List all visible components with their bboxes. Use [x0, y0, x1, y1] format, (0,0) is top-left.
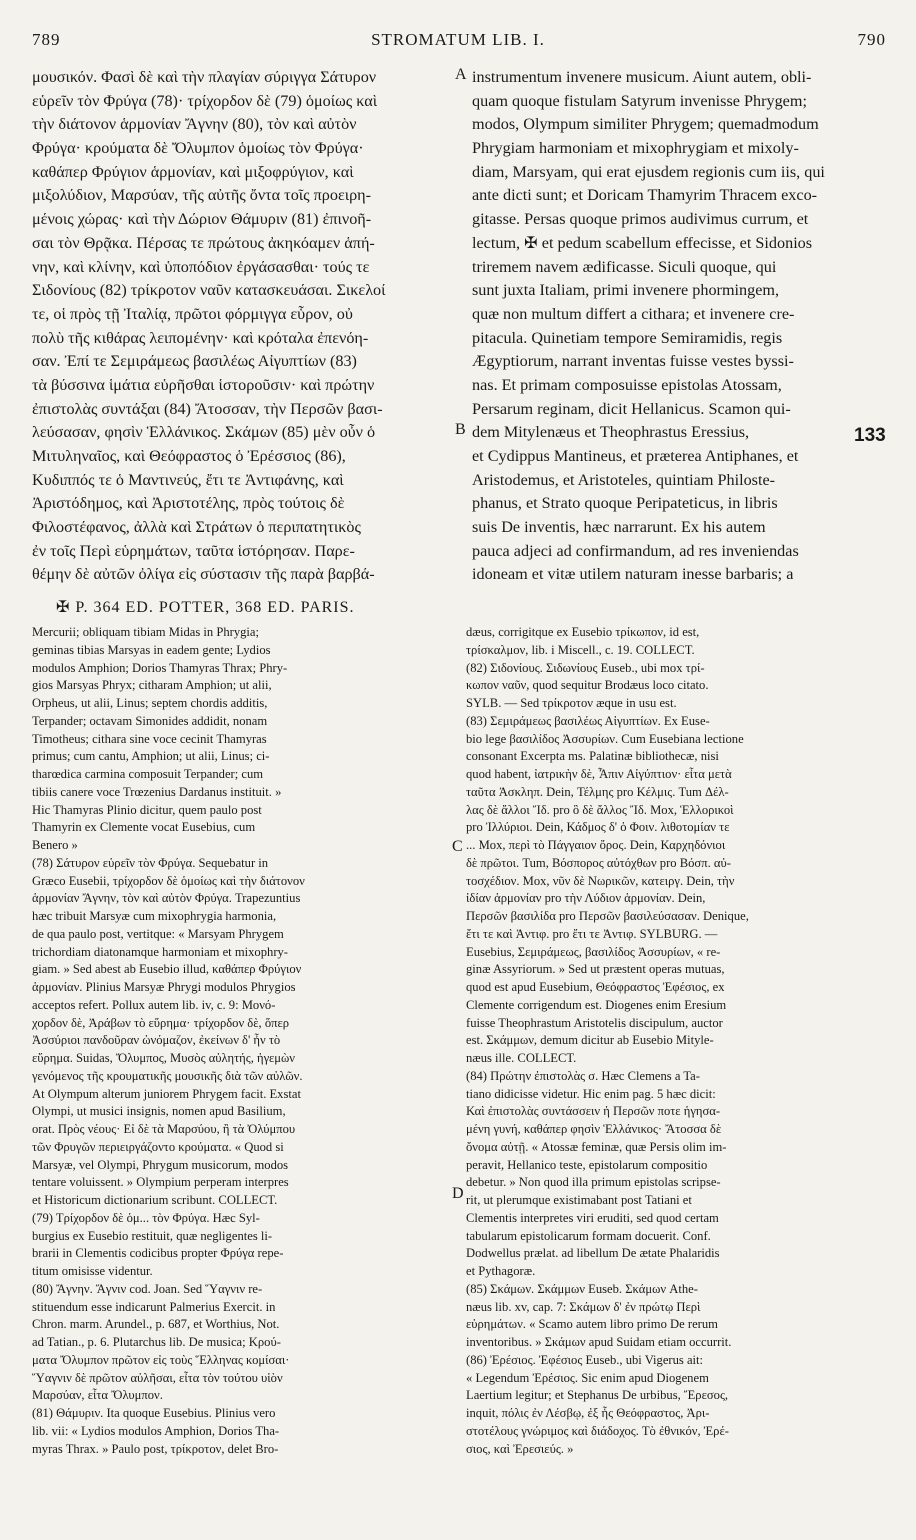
latin-line: pitacula. Quinetiam tempore Semiramidis, regis	[472, 328, 783, 347]
greek-line: Ἀριστόδημος, καὶ Ἀριστοτέλης, πρὸς τούτοις δὲ	[32, 494, 345, 513]
greek-line: ἐν τοῖς Περὶ εὑρημάτων, ταῦτα ἱστόρησαν. Παρε-	[32, 541, 355, 560]
note-line: tiano didicisse videtur. Hic enim pag. 5 hæc dicit:	[466, 1086, 716, 1101]
latin-line: nas. Et primam composuisse epistolas Atossam,	[472, 375, 782, 394]
latin-line: sunt juxta Italiam, primi invenere phormingem,	[472, 281, 780, 300]
greek-line: ἐπιστολὰς συντάξαι (84) Ἄτοσσαν, τὴν Περσῶν βασι-	[32, 399, 383, 418]
latin-line: phanus, et Strato quoque Peripateticus, in libris	[472, 494, 778, 513]
greek-line: μιξολύδιον, Μαρσύαν, τῆς αὐτῆς ὄντα τοῖς προειρη-	[32, 186, 372, 205]
note-line: (84) Πρώτην ἐπιστολὰς σ. Hæc Clemens a Ta-	[466, 1068, 700, 1083]
note-line: « Legendum Ἐρέσιος. Sic enim apud Diogenem	[466, 1370, 709, 1385]
note-line: ginæ Assyriorum. » Sed ut præstent operas mutuas,	[466, 962, 725, 977]
note-line: tabularum epistolicarum formam docuerit. Conf.	[466, 1228, 711, 1243]
note-line: (80) Ἄγνην. Ἄγνιν cod. Joan. Sed Ὕαγνιν re-	[32, 1281, 263, 1296]
margin-letter-b: B	[455, 421, 466, 438]
note-line: Clemente corrigendum est. Diogenes enim Eresium	[466, 997, 727, 1012]
page-number-left: 789	[32, 30, 61, 49]
note-line: est. Σκάμμων, demum dicitur ab Eusebio Mityle-	[466, 1033, 714, 1048]
greek-line: σαν. Ἐπί τε Σεμιράμεως βασιλέως Αἰγυπτίων (83)	[32, 352, 357, 371]
note-line: Thamyrin ex Clemente vocat Eusebius, cum	[32, 820, 256, 835]
latin-line: quæ non multum differt a cithara; et invenere cre-	[472, 304, 795, 323]
note-line: lib. vii: « Lydios modulos Amphion, Dorios Tha-	[32, 1423, 280, 1438]
note-line: ταῦτα Ἀσκληπ. Dein, Τέλμης pro Κέλμις. Tum Δέλ-	[466, 784, 729, 799]
greek-line: Σιδονίους (82) τρίκροτον ναῦν κατασκευάσαι. Σικελοί	[32, 281, 386, 300]
note-line: Timotheus; cithara sine voce cecinit Thamyras	[32, 731, 267, 746]
running-title: STROMATUM LIB. I.	[371, 30, 545, 49]
note-line: εὕρημα. Suidas, Ὄλυμπος, Μυσὸς αὐλητής, ἡγεμὼν	[32, 1051, 296, 1065]
latin-line: quam quoque fistulam Satyrum invenisse Phrygem;	[472, 91, 807, 110]
latin-text-column	[472, 66, 888, 587]
note-line: εὑρημάτων. « Scamo autem libro primo De rerum	[466, 1317, 718, 1332]
note-line: τῶν Φρυγῶν περιειργάζοντο κρούματα. « Quod si	[32, 1139, 284, 1154]
greek-line: μένοις χώρας· καὶ τὴν Δώριον Θάμυριν (81) ἐπινοῆ-	[32, 210, 372, 229]
greek-line: Κυδιππός τε ὁ Μαντινεύς, ἔτι τε Ἀντιφάνης, καὶ	[32, 470, 344, 489]
greek-line: καθάπερ Φρύγιον ἁρμονίαν, καὶ μιξοφρύγιον, καὶ	[32, 162, 354, 181]
note-line: fuisse Theophrastum Aristotelis discipulum, auctor	[466, 1015, 723, 1030]
notes-left-column	[32, 624, 442, 1458]
latin-line: lectum, ✠ et pedum scabellum effecisse, et Sidonios	[472, 233, 813, 252]
note-line: stituendum esse indicarunt Palmerius Exercit. in	[32, 1299, 276, 1314]
note-line: (78) Σάτυρον εὑρεῖν τὸν Φρύγα. Sequebatur in	[32, 855, 269, 870]
greek-line: Φρύγα· κρούματα δὲ Ὄλυμπον ὁμοίως τὸν Φρύγα·	[32, 139, 364, 158]
note-line: At Olympum alterum juniorem Phrygem facit. Exstat	[32, 1086, 301, 1101]
note-line: peravit, Hellanico teste, epistolarum compositio	[466, 1157, 708, 1172]
greek-text-column	[32, 66, 452, 587]
note-line: debetur. » Non quod illa primum epistolas scripse-	[466, 1175, 721, 1190]
note-line: myras Thrax. » Paulo post, τρίκροτον, delet Bro-	[32, 1441, 279, 1456]
latin-line: instrumentum invenere musicum. Aiunt autem, obli-	[472, 68, 812, 86]
note-line: inventoribus. » Σκάμων apud Suidam etiam occurrit.	[466, 1335, 732, 1349]
note-line: κωπον ναῦν, quod sequitur Brodæus loco citato.	[466, 678, 709, 693]
note-line: quod habent, ἰατρικὴν δὲ, Ἆπιν Αἰγύπτιον· εἶτα μετὰ	[466, 767, 732, 781]
latin-line: ante dicti sunt; et Doricam Thamyrim Thracem exco-	[472, 186, 818, 205]
note-line: et Historicum dictionarium scribunt. COLLECT.	[32, 1193, 278, 1207]
greek-line: τε, οἱ πρὸς τῇ Ἰταλίᾳ, πρῶτοι φόρμιγγα εὗρον, οὐ	[32, 304, 353, 323]
note-line: χορδον δὲ, Ἀράβων τὸ εὕρημα· τρίχορδον δὲ, ὅπερ	[32, 1015, 290, 1030]
note-line: titum omisisse videntur.	[32, 1264, 153, 1278]
note-line: Laertium legitur; et Stephanus De urbibus, Ἔρεσος,	[466, 1388, 729, 1403]
note-line: στοτέλους γνώριμος καὶ διάδοχος. Τὸ ἐθνικόν, Ἐρέ-	[466, 1423, 729, 1438]
latin-line: triremem navem ædificasse. Siculi quoque, qui	[472, 257, 777, 276]
note-line: pro Ἰλλύριοι. Dein, Κάδμος δ' ὁ Φοιν. λιθοτομίαν τε	[466, 820, 730, 835]
note-line: Περσῶν βασιλίδα pro Περσῶν βασιλεύσασαν. Denique,	[466, 909, 749, 923]
latin-line: dem Mitylenæus et Theophrastus Eressius,	[472, 423, 750, 442]
note-line: Clementis interpretes viri eruditi, sed quod certam	[466, 1210, 719, 1225]
greek-line: εὑρεῖν τὸν Φρύγα (78)· τρίχορδον δὲ (79) ὁμοίως καὶ	[32, 91, 378, 110]
note-line: Orpheus, ut alii, Linus; septem chordis additis,	[32, 696, 268, 710]
note-line: (82) Σιδονίους. Σιδωνίους Euseb., ubi mox τρί-	[466, 660, 705, 675]
note-line: Græco Eusebii, τρίχορδον δὲ ὁμοίως καὶ τὴν διάτονον	[32, 873, 305, 888]
note-line: giam. » Sed abest ab Eusebio illud, καθάπερ Φρύγιον	[32, 962, 302, 977]
note-line: γενόμενος τῆς κρουματικῆς μουσικῆς διὰ τῶν αὐλῶν.	[32, 1068, 303, 1083]
note-line: rit, ut plerumque existimabant post Tatiani et	[466, 1193, 692, 1207]
note-line: Καὶ ἐπιστολὰς συντάσσειν ἡ Περσῶν ποτε ἡγησα-	[466, 1104, 721, 1119]
greek-line: σαι τὸν Θρᾷκα. Πέρσας τε πρώτους ἀκηκόαμεν ἁπή-	[32, 233, 375, 252]
note-line: (79) Τρίχορδον δὲ ὁμ... τὸν Φρύγα. Hæc Syl-	[32, 1210, 260, 1225]
note-line: (85) Σκάμων. Σκάμμων Euseb. Σκάμων Athe-	[466, 1281, 698, 1296]
latin-line: et Cydippus Mantineus, et præterea Antiphanes, et	[472, 447, 799, 465]
note-line: (86) Ἐρέσιος. Ἐφέσιος Euseb., ubi Vigerus ait:	[466, 1352, 704, 1367]
note-line: trichordiam diatonamque harmoniam et mixophry-	[32, 944, 289, 959]
latin-line: suis De inventis, hæc narrarunt. Ex his autem	[472, 518, 766, 537]
latin-line: diam, Marsyam, qui erat ejusdem regionis cum iis, qui	[472, 162, 825, 181]
margin-letter-a: A	[455, 66, 467, 83]
margin-letter-c: C	[452, 838, 463, 855]
running-header	[0, 30, 916, 60]
note-line: tibiis canere voce Trœzenius Dardanus instituit. »	[32, 784, 282, 799]
greek-line: λεύσασαν, φησὶν Ἑλλάνικος. Σκάμων (85) μὲν οὖν ὁ	[32, 423, 376, 442]
page-marker: 133	[854, 425, 886, 446]
note-line: Dodwellus prælat. ad libellum De ætate Phalaridis	[466, 1246, 720, 1261]
note-line: Eusebius, Σεμιράμεως, βασιλίδος Ἀσσυρίων, « re-	[466, 944, 721, 959]
note-line: Benero »	[32, 838, 78, 852]
note-line: næus lib. xv, cap. 7: Σκάμων δ' ἐν πρώτῳ Περὶ	[466, 1299, 701, 1314]
latin-line: Persarum reginam, dicit Hellanicus. Scamon qui-	[472, 399, 791, 418]
note-line: δὲ πρῶτοι. Tum, Βόσπορος αὐτόχθων pro Βόσπ. αὐ-	[466, 855, 731, 870]
note-line: τοσχέδιον. Mox, νῦν δὲ Νωρικῶν, κατειργ. Dein, τὴν	[466, 873, 735, 888]
latin-line: Phrygiam harmoniam et mixophrygiam et mixoly-	[472, 139, 799, 158]
note-line: Hic Thamyras Plinio dicitur, quem paulo post	[32, 802, 262, 817]
note-line: ad Tatian., p. 6. Plutarchus lib. De musica; Κρού-	[32, 1335, 281, 1349]
note-line: Mercurii; obliquam tibiam Midas in Phrygia;	[32, 625, 260, 639]
page-number-right: 790	[857, 30, 886, 49]
edition-note: ✠ P. 364 ED. POTTER, 368 ED. PARIS.	[56, 599, 355, 616]
greek-line: Φιλοστέφανος, ἀλλὰ καὶ Στράτων ὁ περιπατητικὸς	[32, 518, 361, 537]
greek-line: τὰ βύσσινα ἱμάτια εὑρῆσθαι ἱστοροῦσιν· καὶ πρώτην	[32, 375, 375, 394]
note-line: (81) Θάμυριν. Ita quoque Eusebius. Plinius vero	[32, 1406, 276, 1420]
note-line: de qua paulo post, vertitque: « Marsyam Phrygem	[32, 926, 284, 941]
note-line: ἔτι τε καὶ Ἀντιφ. pro ἔτι τε Ἀντιφ. SYLBURG. —	[466, 926, 718, 941]
note-line: quod est apud Eusebium, Θεόφραστος Ἐφέσιος, ex	[466, 980, 725, 994]
note-line: tentare voluissent. » Olympium perperam interpres	[32, 1175, 289, 1190]
note-line: (83) Σεμιράμεως βασιλέως Αἰγυπτίων. Ex Euse-	[466, 713, 710, 728]
note-line: inquit, πόλις ἐν Λέσβῳ, ἐξ ἧς Θεόφραστος, Ἀρι-	[466, 1406, 710, 1420]
latin-line: Ægyptiorum, narrant inventas fuisse vestes byssi-	[472, 352, 794, 371]
note-line: ἰδίαν ἁρμονίαν pro τὴν Λύδιον ἁρμονίαν. Dein,	[466, 891, 706, 906]
note-line: ... Mox, περὶ τὸ Πάγγαιον ὄρος. Dein, Καρχηδόνιοι	[466, 838, 726, 852]
greek-line: νην, καὶ κλίνην, καὶ ὑποπόδιον ἐργάσασθαι· τούς τε	[32, 257, 370, 276]
note-line: ἁρμονίαν Ἄγνην, τὸν καὶ αὐτὸν Φρύγα. Trapezuntius	[32, 891, 301, 906]
note-line: Μαρσύαν, εἶτα Ὄλυμπον.	[32, 1388, 163, 1403]
note-line: λας δὲ ἄλλοι Ἴδ. pro ὃ δὲ ἄλλος Ἴδ. Mox, Ἑλλορικοὶ	[466, 802, 734, 817]
note-line: Marsyæ, vel Olympi, Phrygum musicorum, modos	[32, 1157, 289, 1172]
latin-line: idoneam et vitæ utilem naturam inesse barbaris; a	[472, 565, 794, 584]
note-line: dæus, corrigitque ex Eusebio τρίκωπον, id est,	[466, 625, 700, 639]
greek-line: Μιτυληναῖος, καὶ Θεόφραστος ὁ Ἐρέσσιος (86),	[32, 447, 346, 465]
note-line: primus; cum cantu, Amphion; ut alii, Linus; ci-	[32, 749, 270, 764]
latin-line: Aristodemus, et Aristoteles, quintiam Philoste-	[472, 470, 776, 489]
note-line: gios Marsyas Phryx; citharam Amphion; ut alii,	[32, 678, 272, 693]
note-line: et Pythagoræ.	[466, 1264, 536, 1278]
note-line: brarii in Clementis codicibus propter Φρύγα repe-	[32, 1246, 284, 1261]
note-line: Chron. marm. Arundel., p. 687, et Worthius, Not.	[32, 1317, 280, 1332]
note-line: SYLB. — Sed τρίκροτον æque in usu est.	[466, 696, 677, 710]
note-line: hæc tribuit Marsyæ cum mixophrygia harmonia,	[32, 909, 277, 923]
note-line: acceptos refert. Pollux autem lib. iv, c. 9: Μονό-	[32, 997, 276, 1012]
latin-line: gitasse. Persas quoque primos audivimus currum, et	[472, 210, 809, 229]
note-line: tharœdica carmina composuit Terpander; cum	[32, 767, 264, 781]
note-line: σιος, καὶ Ἐρεσιεύς. »	[466, 1441, 574, 1456]
greek-line: θέμην δὲ αὐτῶν ὀλίγα εἰς σύστασιν τῆς παρὰ βαρβά-	[32, 565, 375, 584]
margin-letter-d: D	[452, 1185, 464, 1202]
note-line: modulos Amphion; Dorios Thamyras Thrax; Phry-	[32, 660, 288, 675]
greek-line: πολὺ τῆς κιθάρας λειπομένην· καὶ κρόταλα ἐπενόη-	[32, 328, 369, 347]
note-line: geminas tibias Marsyas in eadem gente; Lydios	[32, 642, 271, 657]
note-line: τρίσκαλμον, lib. i Miscell., c. 19. COLLECT.	[466, 642, 695, 657]
note-line: bio lege βασιλίδος Ἀσσυρίων. Cum Eusebiana lectione	[466, 731, 744, 746]
note-line: ματα Ὄλυμπον πρῶτον εἰς τοὺς Ἕλληνας κομίσαι·	[32, 1352, 290, 1367]
note-line: ὄνομα αὐτῇ. « Atossæ feminæ, quæ Persis olim im-	[466, 1139, 727, 1154]
note-line: Ὕαγνιν δὲ πρῶτον αὐλῆσαι, εἶτα τὸν τούτου υἱὸν	[32, 1370, 283, 1385]
note-line: orat. Πρὸς νέους· Εἰ δὲ τὰ Μαρσύου, ἢ τὰ Ὀλύμπου	[32, 1122, 296, 1136]
note-line: burgius ex Eusebio restituit, quæ negligentes li-	[32, 1228, 273, 1243]
note-line: Olympi, ut musici insignis, nomen apud Basilium,	[32, 1104, 286, 1119]
notes-right-column	[466, 624, 890, 1458]
latin-line: modos, Olympum similiter Phrygem; quemadmodum	[472, 115, 819, 134]
latin-line: pauca adjeci ad confirmandum, ad res inveniendas	[472, 541, 799, 560]
note-line: μένη γυνή, καθάπερ φησὶν Ἑλλάνικος· Ἄτοσσα δὲ	[466, 1122, 722, 1136]
note-line: ἁρμονίαν. Plinius Marsyæ Phrygi modulos Phrygios	[32, 980, 296, 994]
note-line: Ἀσσύριοι πανδοῦραν ὠνόμαζον, ἐκείνων δ' ἦν τὸ	[32, 1033, 281, 1048]
greek-line: μουσικόν. Φασὶ δὲ καὶ τὴν πλαγίαν σύριγγα Σάτυρον	[32, 68, 377, 86]
greek-line: τὴν διάτονον ἁρμονίαν Ἄγνην (80), τὸν καὶ αὐτὸν	[32, 115, 357, 134]
note-line: consonant Excerpta ms. Palatinæ bibliothecæ, nisi	[466, 749, 719, 764]
note-line: næus ille. COLLECT.	[466, 1051, 577, 1065]
note-line: Terpander; octavam Simonides addidit, nonam	[32, 713, 268, 728]
